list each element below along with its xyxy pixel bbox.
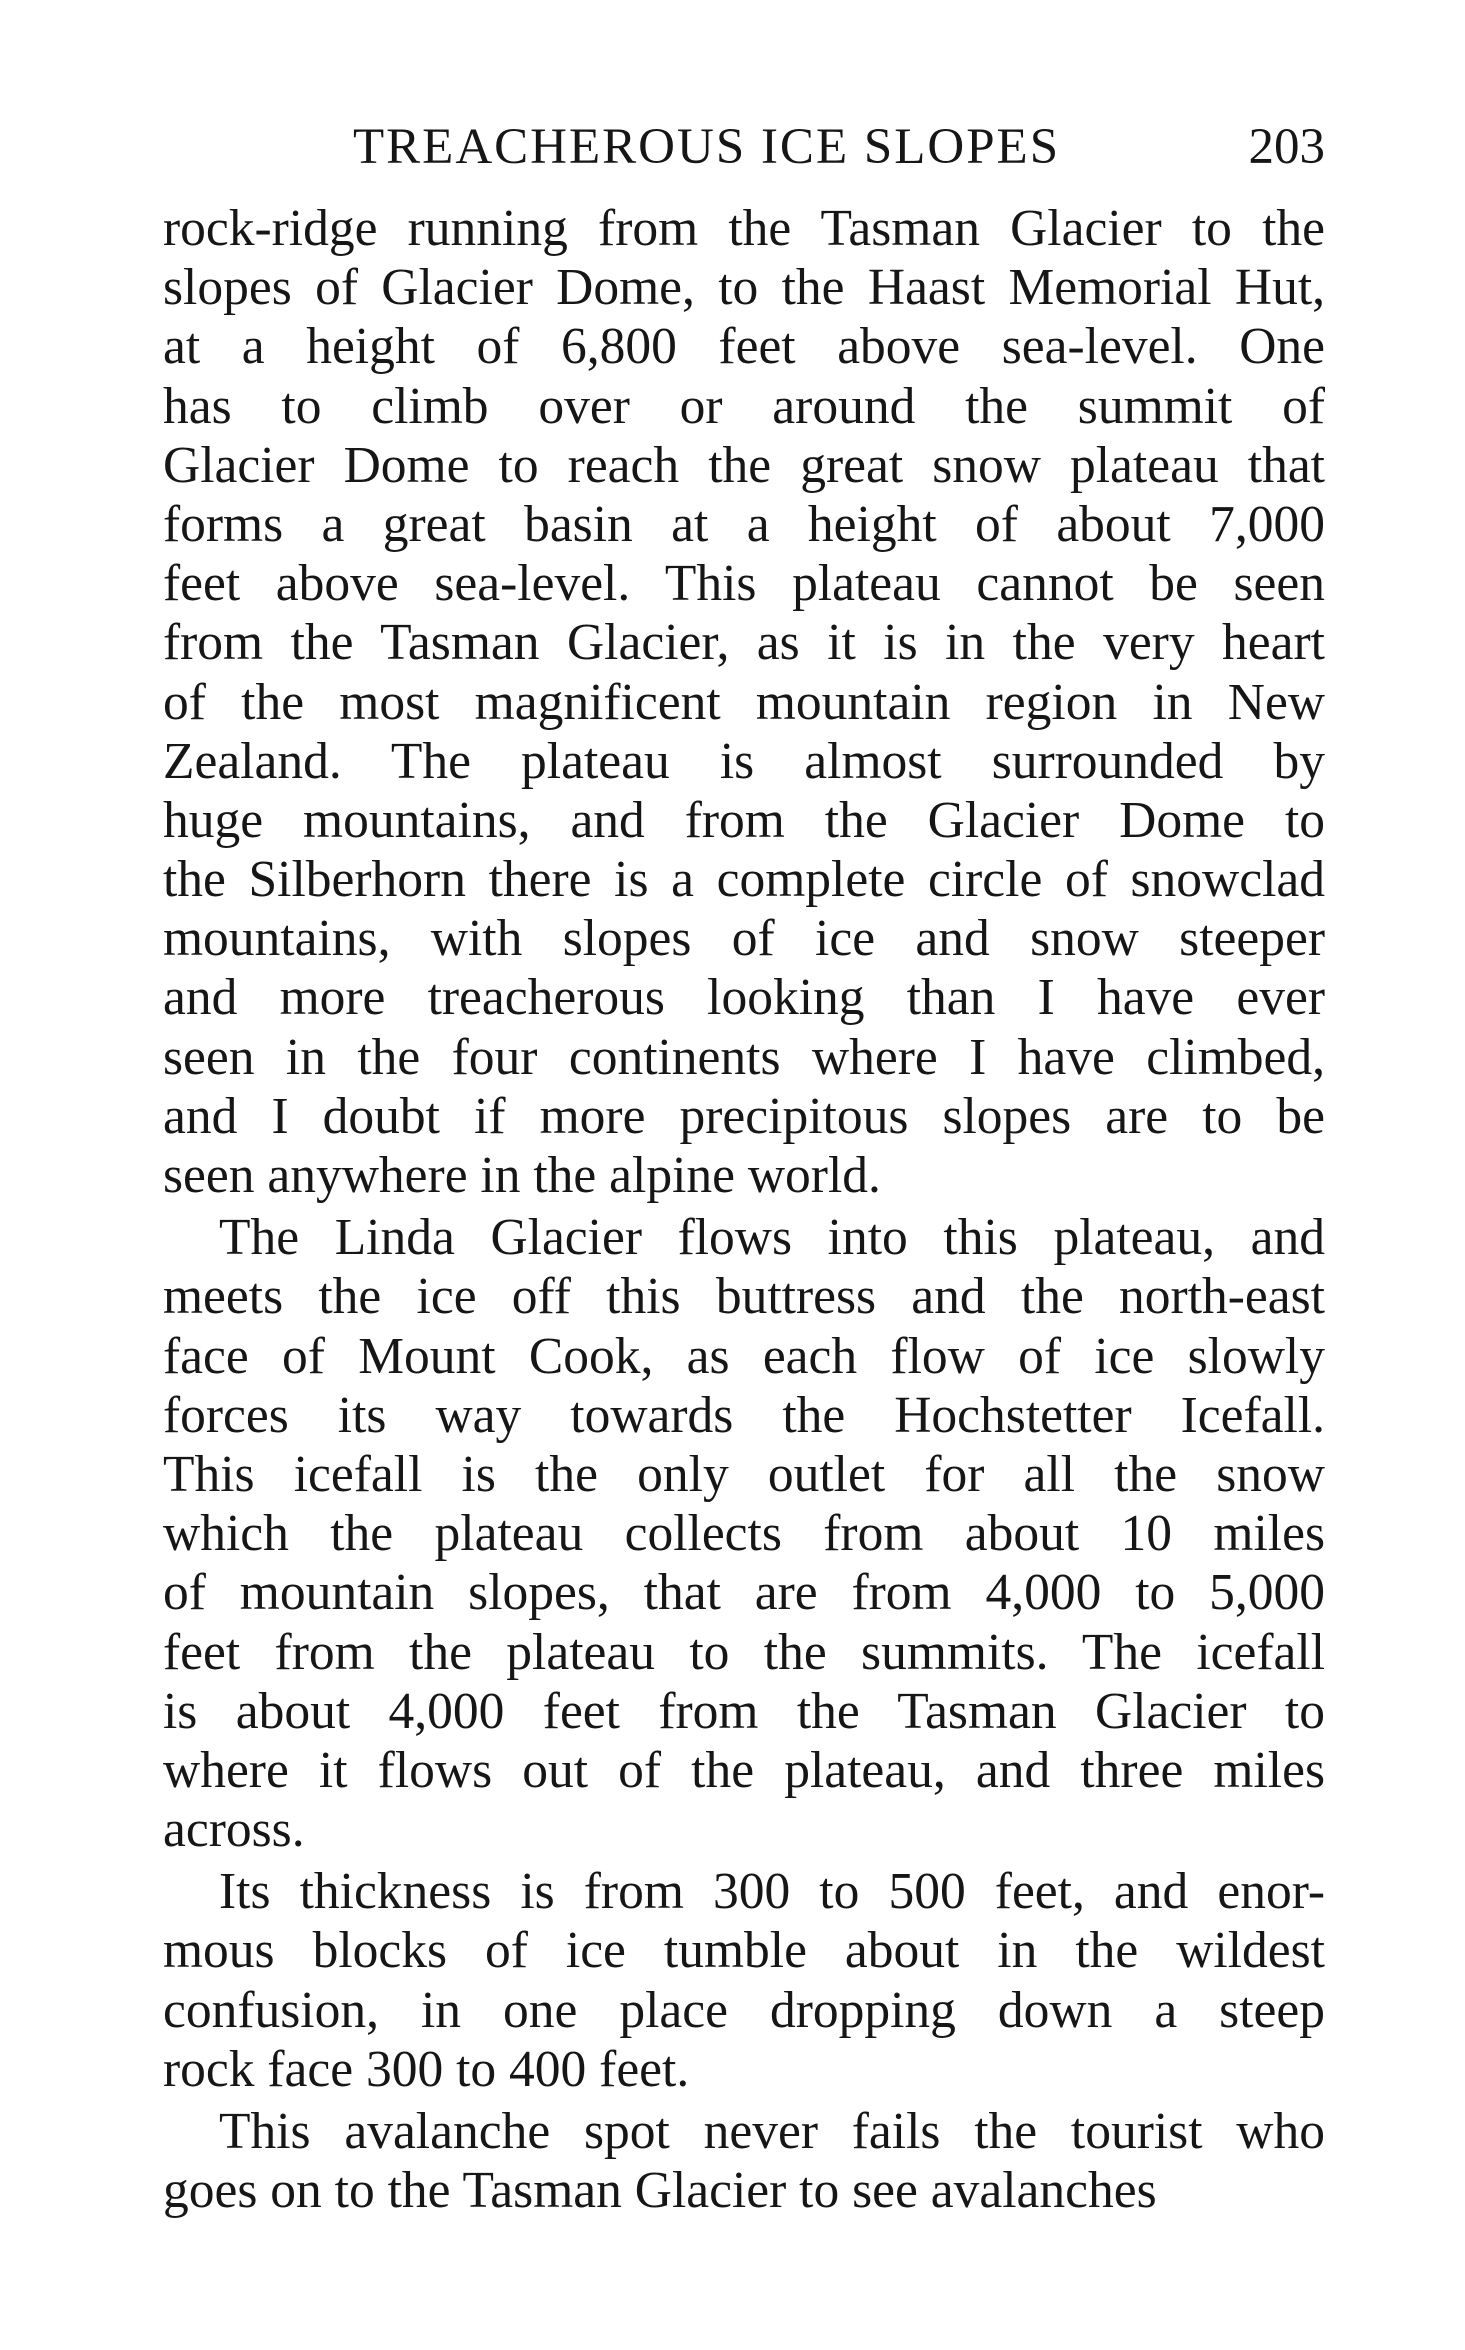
paragraph — [163, 1862, 1325, 2099]
text-line: seen in the four continents where I have climbed, — [163, 1028, 1325, 1086]
text-line: feet above sea-level. This plateau cannot be seen — [163, 555, 1325, 613]
text-line: confusion, in one place dropping down a steep — [163, 1981, 1325, 2039]
text-line: the Silberhorn there is a complete circle of snowclad — [163, 851, 1325, 909]
text-line: forms a great basin at a height of about 7,000 — [163, 495, 1325, 553]
text-line: This avalanche spot never fails the tourist who — [219, 2103, 1325, 2160]
paragraph — [163, 1208, 1325, 1859]
text-line: of the most magnificent mountain region in New — [163, 673, 1325, 731]
paragraph — [163, 199, 1325, 1205]
text-line: and I doubt if more precipitous slopes are to be — [163, 1087, 1325, 1145]
body-text — [163, 199, 1325, 2220]
text-line: mountains, with slopes of ice and snow steeper — [163, 910, 1325, 968]
text-line: from the Tasman Glacier, as it is in the very heart — [163, 614, 1325, 672]
text-line: forces its way towards the Hochstetter Icefall. — [163, 1386, 1325, 1444]
text-line: where it flows out of the plateau, and three miles — [163, 1741, 1325, 1799]
text-line: This icefall is the only outlet for all the snow — [163, 1445, 1325, 1503]
text-line: feet from the plateau to the summits. The icefall — [163, 1623, 1325, 1681]
text-line: rock face 300 to 400 feet. — [163, 2040, 690, 2098]
text-line: rock-ridge running from the Tasman Glacier to the — [163, 200, 1325, 257]
text-line: mous blocks of ice tumble about in the wildest — [163, 1922, 1325, 1980]
text-line: has to climb over or around the summit of — [163, 377, 1325, 435]
text-line: meets the ice off this buttress and the north-east — [163, 1268, 1325, 1326]
page-number: 203 — [1248, 119, 1325, 175]
text-line: of mountain slopes, that are from 4,000 to 5,000 — [163, 1564, 1325, 1622]
text-line: huge mountains, and from the Glacier Dome to — [163, 791, 1325, 849]
text-line: at a height of 6,800 feet above sea-level. One — [163, 318, 1325, 376]
text-line: is about 4,000 feet from the Tasman Glacier to — [163, 1682, 1325, 1740]
text-line: Zealand. The plateau is almost surrounded by — [163, 732, 1325, 790]
running-title: TREACHEROUS ICE SLOPES — [353, 119, 1061, 175]
text-line: seen anywhere in the alpine world. — [163, 1147, 881, 1204]
text-line: which the plateau collects from about 10 miles — [163, 1505, 1325, 1563]
text-line: Glacier Dome to reach the great snow plateau that — [163, 436, 1325, 494]
text-line: slopes of Glacier Dome, to the Haast Memorial Hut, — [163, 259, 1325, 317]
text-line: face of Mount Cook, as each flow of ice slowly — [163, 1327, 1325, 1385]
paragraph — [163, 2102, 1325, 2220]
text-line: goes on to the Tasman Glacier to see avalanches — [163, 2162, 1157, 2220]
page-header — [163, 112, 1325, 182]
text-line: The Linda Glacier flows into this plateau, and — [219, 1209, 1325, 1267]
text-line: and more treacherous looking than I have ever — [163, 969, 1325, 1027]
text-line: across. — [163, 1801, 305, 1859]
text-line: Its thickness is from 300 to 500 feet, and enor- — [219, 1863, 1325, 1921]
